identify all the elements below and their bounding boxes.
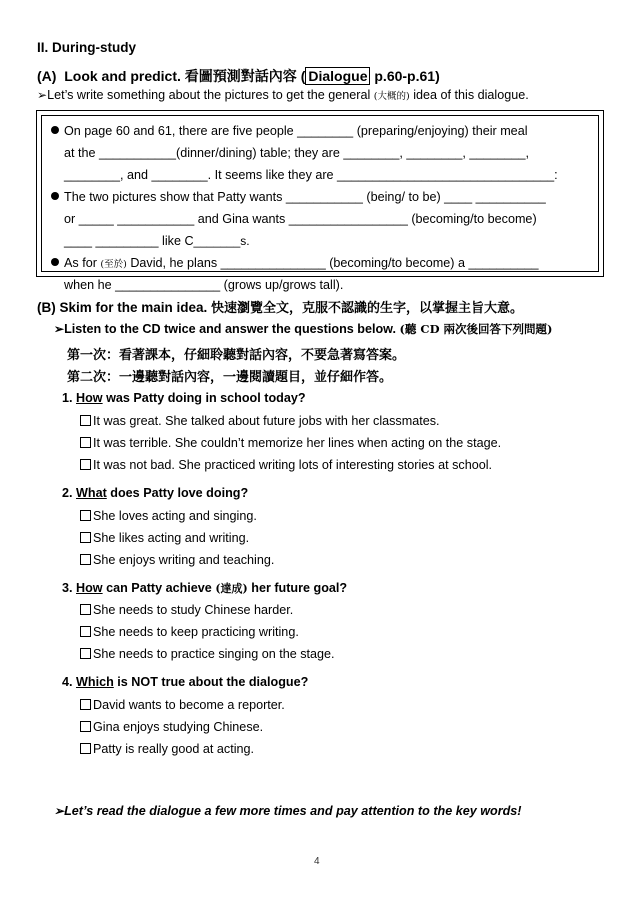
q4-option-2[interactable] <box>80 720 263 734</box>
bullet-dot-icon <box>51 258 59 266</box>
q1-option-2[interactable] <box>80 436 501 450</box>
box-line-2: at the ___________(dinner/dining) table; they are ________, ________, ________, <box>64 146 529 160</box>
arrow-bullet-icon: ➢ <box>54 322 65 336</box>
question-1 <box>62 391 306 405</box>
checkbox-icon[interactable] <box>80 415 91 426</box>
checkbox-icon[interactable] <box>80 604 91 615</box>
option-text: She enjoys writing and teaching. <box>93 553 275 567</box>
part-a-pages: p.60-p.61) <box>374 68 440 84</box>
checkbox-icon[interactable] <box>80 699 91 710</box>
arrow-bullet-icon: ➢ <box>54 804 65 818</box>
page-number: 4 <box>314 856 320 867</box>
part-a-title: Look and predict. <box>64 68 181 84</box>
part-a-heading <box>37 66 440 86</box>
arrow-bullet-icon: ➢ <box>37 88 48 102</box>
question-text: does Patty love doing? <box>106 486 249 500</box>
checkbox-icon[interactable] <box>80 648 91 659</box>
q4-option-1[interactable] <box>80 698 285 712</box>
box-line-6 <box>64 234 250 248</box>
box-line-1 <box>51 124 528 138</box>
checkbox-icon[interactable] <box>80 532 91 543</box>
question-number: 3. <box>62 581 73 595</box>
checkbox-icon[interactable] <box>80 626 91 637</box>
box-line-7 <box>51 256 539 270</box>
part-a-paren: ( <box>300 68 306 84</box>
question-text: can Patty achieve <box>102 581 216 595</box>
part-a-label: (A) <box>37 68 57 84</box>
dialogue-boxed-word: Dialogue <box>305 67 370 85</box>
part-b-title-zh: 快速瀏覽全文，克服不認識的生字，以掌握主旨大意。 <box>211 301 524 316</box>
instruction-zh: (聽 CD 兩次後回答下列問題) <box>399 322 553 336</box>
instruction-en: Listen to the CD twice and answer the questions below. <box>64 322 396 336</box>
box-line-4 <box>51 190 546 204</box>
option-text: She needs to practice singing on the stage. <box>93 647 335 661</box>
bullet-dot-icon <box>51 192 59 200</box>
question-key-word: How <box>76 391 103 405</box>
option-text: Patty is really good at acting. <box>93 742 255 756</box>
q3-option-2[interactable] <box>80 625 299 639</box>
intro-after: idea of this dialogue. <box>409 88 529 102</box>
q3-option-3[interactable] <box>80 647 335 661</box>
checkbox-icon[interactable] <box>80 459 91 470</box>
checkbox-icon[interactable] <box>80 510 91 521</box>
option-text: David wants to become a reporter. <box>93 698 285 712</box>
as-for-zh-note: (至於) <box>100 259 127 270</box>
q3-option-1[interactable] <box>80 603 293 617</box>
checkbox-icon[interactable] <box>80 554 91 565</box>
step-two: 第二次：一邊聽對話內容，一邊閱讀題目，並仔細作答。 <box>67 370 393 385</box>
option-text: She needs to study Chinese harder. <box>93 603 294 617</box>
option-text: Gina enjoys studying Chinese. <box>93 720 264 734</box>
question-number: 2. <box>62 486 73 500</box>
intro-zh-note: (大概的) <box>373 91 410 102</box>
box-line-6-tail: _______s. <box>193 234 250 248</box>
question-key-word: What <box>76 486 107 500</box>
checkbox-icon[interactable] <box>80 437 91 448</box>
q2-option-2[interactable] <box>80 531 249 545</box>
question-4 <box>62 675 308 689</box>
section-title: II. During-study <box>37 40 136 55</box>
option-text: It was not bad. She practiced writing lots of interesting stories at school. <box>93 458 493 472</box>
checkbox-icon[interactable] <box>80 743 91 754</box>
question-3 <box>62 580 347 596</box>
intro-line <box>37 88 529 102</box>
question-number: 1. <box>62 391 73 405</box>
option-text: It was terrible. She couldn’t memorize her lines when acting on the stage. <box>93 436 502 450</box>
q2-option-1[interactable] <box>80 509 257 523</box>
reading-tip <box>54 804 522 818</box>
question-text: is NOT true about the dialogue? <box>113 675 309 689</box>
question-text: was Patty doing in school today? <box>102 391 306 405</box>
question-text-end: her future goal? <box>247 581 348 595</box>
bullet-dot-icon <box>51 126 59 134</box>
step-one: 第一次：看著課本，仔細聆聽對話內容，不要急著寫答案。 <box>67 348 406 363</box>
box-line-3: ________, and ________. It seems like they are _______________________________: <box>64 168 558 182</box>
q1-option-1[interactable] <box>80 414 440 428</box>
box-line-8: when he _______________ (grows up/grows tall). <box>64 278 344 292</box>
question-number: 4. <box>62 675 73 689</box>
option-text: She loves acting and singing. <box>93 509 257 523</box>
box-line-7-text: David, he plans _______________ (becoming/to become) a __________ <box>130 256 539 270</box>
reading-tip-text: Let’s read the dialogue a few more times and pay attention to the key words! <box>64 804 522 818</box>
part-b-heading <box>37 297 523 316</box>
box-line-7-prefix: As for <box>64 256 101 270</box>
box-line-4-text: The two pictures show that Patty wants ___________ (being/ to be) ____ __________ <box>64 190 546 204</box>
option-text: She likes acting and writing. <box>93 531 250 545</box>
option-text: She needs to keep practicing writing. <box>93 625 299 639</box>
q1-option-3[interactable] <box>80 458 492 472</box>
q4-option-3[interactable] <box>80 742 254 756</box>
part-b-label: (B) Skim for the main idea. <box>37 300 208 315</box>
part-a-title-zh: 看圖預測對話內容 <box>184 69 297 85</box>
q2-option-3[interactable] <box>80 553 274 567</box>
question-zh-note: (達成) <box>215 582 248 595</box>
box-line-5: or _____ ___________ and Gina wants _________________ (becoming/to become) <box>64 212 537 226</box>
question-2 <box>62 486 248 500</box>
question-key-word: Which <box>76 675 114 689</box>
option-text: It was great. She talked about future jobs with her classmates. <box>93 414 440 428</box>
box-line-6-text: ____ _________ like C <box>64 234 194 248</box>
part-b-instruction <box>54 321 553 337</box>
intro-before: Let’s write something about the pictures to get the general <box>47 88 374 102</box>
checkbox-icon[interactable] <box>80 721 91 732</box>
box-line-1-text: On page 60 and 61, there are five people ________ (preparing/enjoying) their meal <box>64 124 528 138</box>
question-key-word: How <box>76 581 103 595</box>
